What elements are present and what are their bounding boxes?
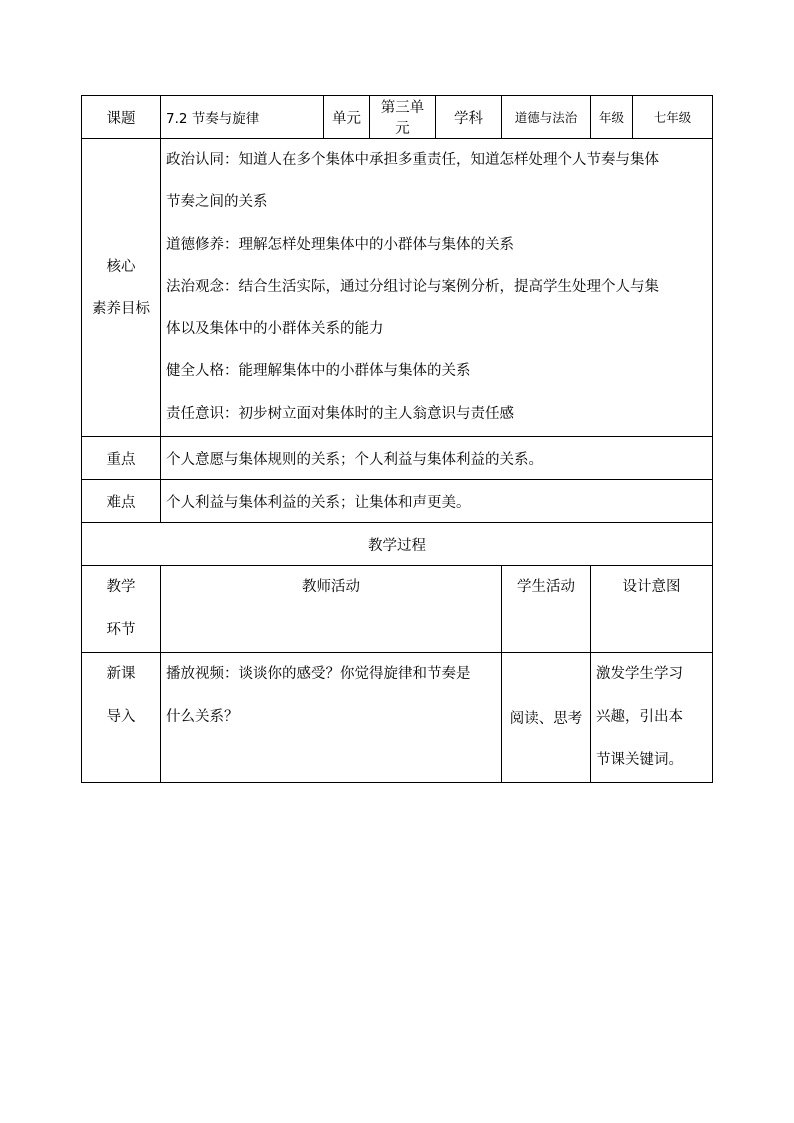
process-header-row — [82, 566, 713, 653]
stage-header-line1: 教学 — [106, 579, 136, 595]
teacher-column-header: 教师活动 — [161, 566, 502, 653]
difficulty-label: 难点 — [82, 480, 161, 523]
process-row — [82, 653, 713, 783]
key-point-label: 重点 — [82, 437, 161, 480]
objective-line: 法治观念：结合生活实际，通过分组讨论与案例分析，提高学生处理个人与集 — [166, 278, 659, 295]
objectives-label-line2: 素养目标 — [92, 300, 150, 317]
stage-header-line2: 环节 — [106, 622, 136, 638]
objective-line: 责任意识：初步树立面对集体时的主人翁意识与责任感 — [166, 405, 514, 422]
objective-line: 节奏之间的关系 — [166, 194, 268, 211]
design-line3: 节课关键词。 — [596, 752, 683, 768]
unit-value: 第三单元 — [370, 96, 436, 139]
subject-label: 学科 — [436, 96, 502, 139]
objectives-row — [82, 139, 713, 437]
objective-line: 体以及集体中的小群体关系的能力 — [166, 321, 384, 338]
header-row — [82, 96, 713, 139]
objective-line: 健全人格：能理解集体中的小群体与集体的关系 — [166, 363, 471, 380]
topic-label: 课题 — [82, 96, 161, 139]
difficulty-text: 个人利益与集体利益的关系；让集体和声更美。 — [161, 480, 713, 523]
key-point-text: 个人意愿与集体规则的关系；个人利益与集体利益的关系。 — [161, 437, 713, 480]
objective-line: 道德修养：理解怎样处理集体中的小群体与集体的关系 — [166, 236, 514, 253]
design-line2: 兴趣，引出本 — [596, 709, 683, 725]
stage-column-header — [82, 566, 161, 653]
teacher-activity-cell — [161, 653, 502, 783]
grade-label: 年级 — [591, 96, 633, 139]
design-column-header: 设计意图 — [591, 566, 713, 653]
student-column-header: 学生活动 — [502, 566, 591, 653]
stage-cell — [82, 653, 161, 783]
design-line1: 激发学生学习 — [596, 666, 683, 682]
teacher-line1: 播放视频：谈谈你的感受？你觉得旋律和节奏是 — [166, 666, 471, 682]
teacher-line2: 什么关系？ — [166, 709, 239, 725]
topic-value: 7.2 节奏与旋律 — [161, 96, 324, 139]
student-activity-cell: 阅读、思考 — [502, 653, 591, 783]
stage-line2: 导入 — [106, 709, 136, 725]
objectives-label — [82, 139, 161, 437]
objectives-content — [161, 139, 713, 437]
lesson-plan-table — [81, 95, 713, 783]
key-point-row — [82, 437, 713, 480]
design-intent-cell — [591, 653, 713, 783]
process-title: 教学过程 — [82, 523, 713, 566]
unit-label: 单元 — [324, 96, 370, 139]
difficulty-row — [82, 480, 713, 523]
objective-line: 政治认同：知道人在多个集体中承担多重责任，知道怎样处理个人节奏与集体 — [166, 152, 659, 168]
objectives-label-line1: 核心 — [106, 258, 136, 275]
stage-line1: 新课 — [106, 666, 136, 682]
process-title-row — [82, 523, 713, 566]
grade-value: 七年级 — [633, 96, 713, 139]
subject-value: 道德与法治 — [502, 96, 591, 139]
